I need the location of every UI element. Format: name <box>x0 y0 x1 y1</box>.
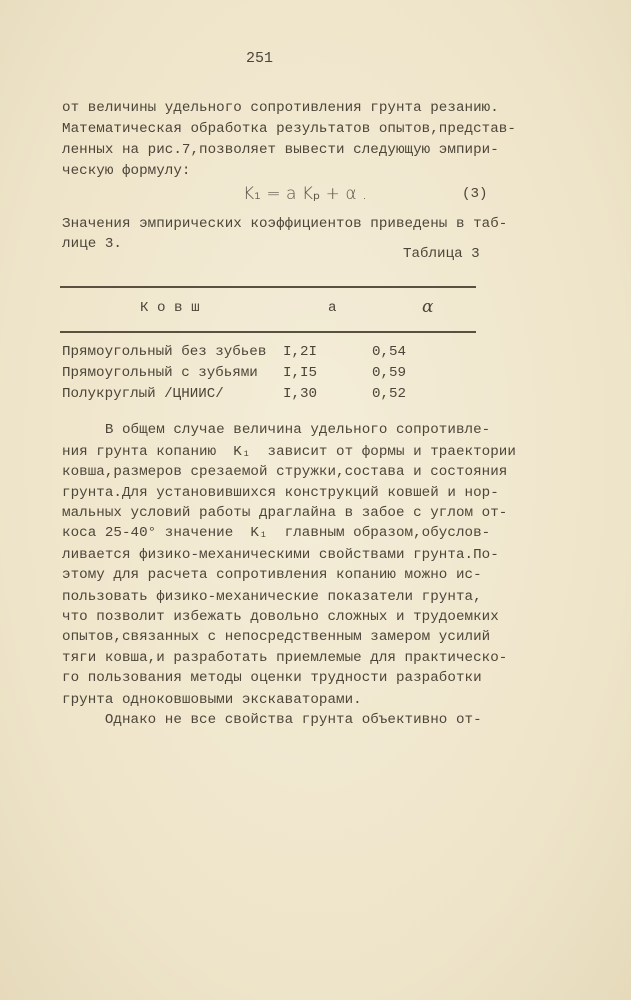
table-caption: Таблица 3 <box>403 246 480 262</box>
table-header-bucket: К о в ш <box>140 300 200 316</box>
text-line: опытов,связанных с непосредственным замером усилий <box>62 629 491 645</box>
text-line: ческую формулу: <box>62 163 191 179</box>
text-line: тяги ковша,и разработать приемлемые для практическо- <box>62 650 508 666</box>
text-line: ленных на рис.7,позволяет вывести следующую эмпири- <box>62 142 499 158</box>
text-line: В общем случае величина удельного сопротивле- <box>62 422 491 438</box>
text-line: лице 3. <box>62 236 122 252</box>
text-line: что позволит избежать довольно сложных и трудоемких <box>62 609 499 625</box>
table-cell-a: I,I5 <box>283 365 318 381</box>
table-header-rule <box>60 331 476 333</box>
table-cell-a: I,2I <box>283 344 318 360</box>
text-line: коса 25-40° значение K₁ главным образом,обуслов- <box>62 525 491 541</box>
table-cell-bucket: Прямоугольный без зубьев <box>62 344 267 360</box>
text-line: пользовать физико-механические показатели грунта, <box>62 589 482 605</box>
page-number: 251 <box>246 50 274 67</box>
text-line: мальных условий работы драглайна в забое с углом от- <box>62 505 508 521</box>
table-cell-bucket: Прямоугольный с зубьями <box>62 365 258 381</box>
text-line: Математическая обработка результатов опытов,представ- <box>62 121 516 137</box>
table-cell-alpha: 0,54 <box>372 344 407 360</box>
table-cell-alpha: 0,59 <box>372 365 407 381</box>
text-line: Значения эмпирических коэффициентов приведены в таб- <box>62 216 508 232</box>
text-line: ковша,размеров срезаемой стружки,состава и состояния <box>62 464 508 480</box>
table-top-rule <box>60 286 476 288</box>
equation-number: (3) <box>462 186 488 202</box>
table-cell-bucket: Полукруглый /ЦНИИС/ <box>62 386 224 402</box>
table-cell-a: I,30 <box>283 386 318 402</box>
text-line: от величины удельного сопротивления грунта резанию. <box>62 100 499 116</box>
text-line: го пользования методы оценки трудности разработки <box>62 670 482 686</box>
text-line: ния грунта копанию K₁ зависит от формы и траектории <box>62 444 516 460</box>
text-line: Однако не все свойства грунта объективно от- <box>62 712 482 728</box>
table-header-alpha: α <box>422 297 434 317</box>
table-header-a: a <box>328 300 337 316</box>
table-cell-alpha: 0,52 <box>372 386 407 402</box>
text-line: ливается физико-механическими свойствами грунта.По- <box>62 547 499 563</box>
text-line: грунта.Для установившихся конструкций ковшей и нор- <box>62 485 499 501</box>
text-line: грунта одноковшовыми экскаваторами. <box>62 692 362 708</box>
text-line: этому для расчета сопротивления копанию можно ис- <box>62 567 482 583</box>
formula: K₁ = a Kₚ + α . <box>243 184 368 204</box>
